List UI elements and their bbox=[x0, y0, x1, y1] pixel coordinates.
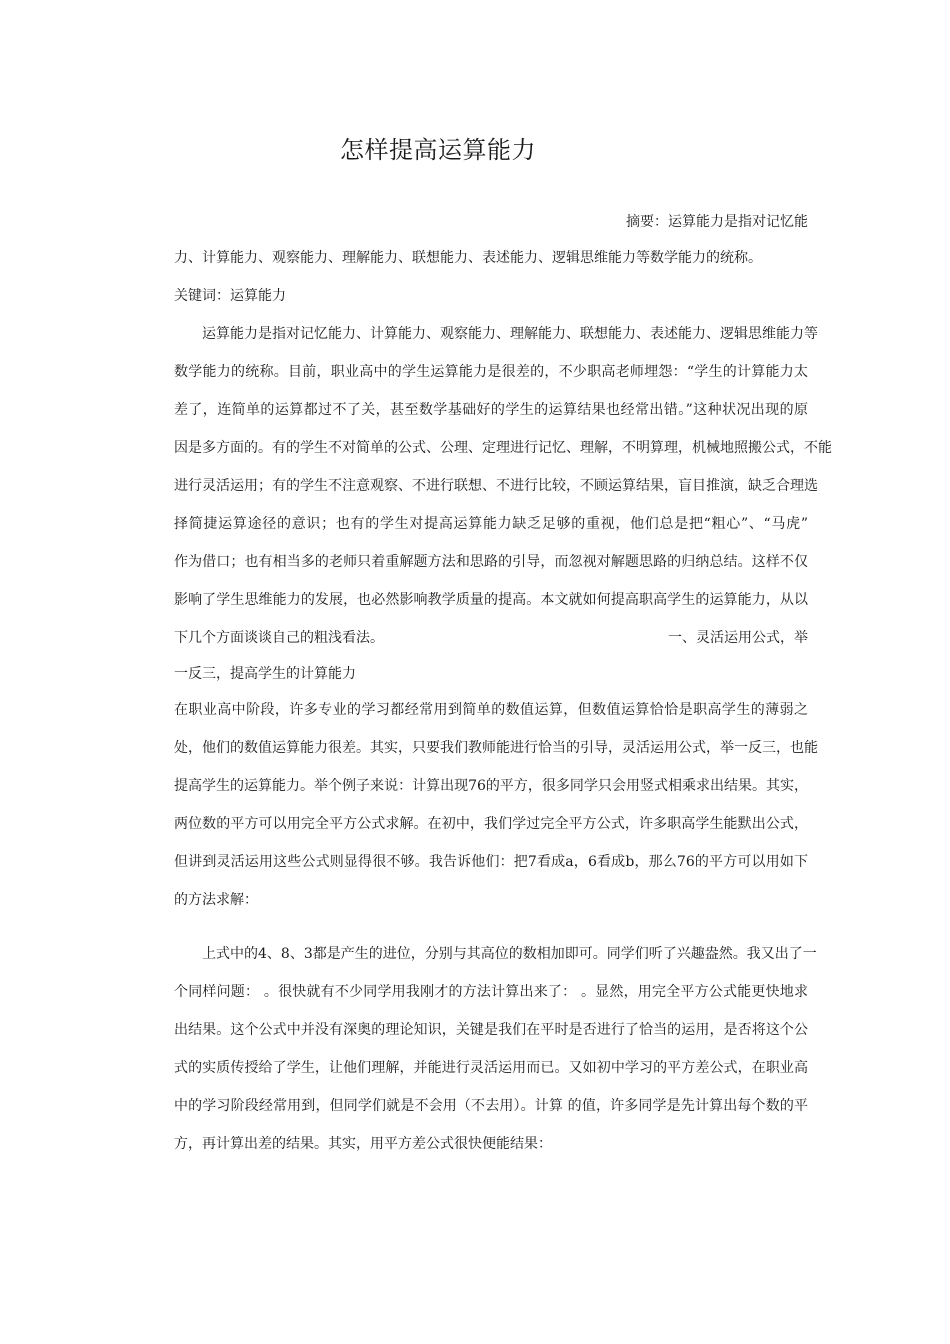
section1-heading-start: 一、灵活运用公式，举 bbox=[668, 630, 808, 646]
section1b-line-2: 个同样问题： 。很快就有不少同学用我刚才的方法计算出来了： 。显然，用完全平方公式能更快地求 bbox=[174, 984, 808, 1000]
section1-line-1: 在职业高中阶段，许多专业的学习都经常用到简单的数值运算，但数值运算恰恰是职高学生的薄弱之 bbox=[174, 702, 808, 718]
intro-line-4: 因是多方面的。有的学生不对简单的公式、公理、定理进行记忆、理解，不明算理，机械地照搬公式，不能 bbox=[174, 440, 832, 456]
section1-line-2: 处，他们的数值运算能力很差。其实，只要我们教师能进行恰当的引导，灵活运用公式，举一反三，也能 bbox=[174, 740, 818, 756]
section1-line-4: 两位数的平方可以用完全平方公式求解。在初中，我们学过完全平方公式，许多职高学生能默出公式， bbox=[174, 816, 808, 832]
section1-line-5: 但讲到灵活运用这些公式则显得很不够。我告诉他们：把7看成a，6看成b，那么76的平方可以用如下 bbox=[174, 854, 808, 870]
section1b-line-5: 中的学习阶段经常用到，但同学们就是不会用（不去用）。计算 的值，许多同学是先计算出每个数的平 bbox=[174, 1098, 808, 1114]
intro-line-8: 影响了学生思维能力的发展，也必然影响教学质量的提高。本文就如何提高职高学生的运算能力，从以 bbox=[174, 592, 808, 608]
keywords: 关键词：运算能力 bbox=[174, 288, 286, 304]
intro-line-1: 运算能力是指对记忆能力、计算能力、观察能力、理解能力、联想能力、表述能力、逻辑思维能力等 bbox=[202, 326, 818, 342]
intro-line-6: 择简捷运算途径的意识；也有的学生对提高运算能力缺乏足够的重视，他们总是把“粗心”、“马虎” bbox=[174, 516, 808, 532]
section1b-line-3: 出结果。这个公式中并没有深奥的理论知识，关键是我们在平时是否进行了恰当的运用，是否将这个公 bbox=[174, 1022, 808, 1038]
section1b-line-4: 式的实质传授给了学生，让他们理解，并能进行灵活运用而已。又如初中学习的平方差公式，在职业高 bbox=[174, 1060, 808, 1076]
intro-last-line bbox=[174, 628, 808, 648]
intro-line-7: 作为借口；也有相当多的老师只着重解题方法和思路的引导，而忽视对解题思路的归纳总结。这样不仅 bbox=[174, 554, 808, 570]
section1b-line-1: 上式中的4、8、3都是产生的进位，分别与其高位的数相加即可。同学们听了兴趣盎然。我又出了一 bbox=[202, 946, 817, 962]
section1b-line-6: 方，再计算出差的结果。其实，用平方差公式很快便能结果： bbox=[174, 1136, 552, 1152]
document-title: 怎样提高运算能力 bbox=[340, 136, 536, 164]
abstract-line-1: 摘要：运算能力是指对记忆能 bbox=[626, 214, 808, 230]
intro-last-text: 下几个方面谈谈自己的粗浅看法。 bbox=[174, 630, 384, 646]
intro-line-2: 数学能力的统称。目前，职业高中的学生运算能力是很差的，不少职高老师埋怨：“学生的计算能力太 bbox=[174, 364, 808, 380]
section1-line-3: 提高学生的运算能力。举个例子来说：计算出现76的平方，很多同学只会用竖式相乘求出结果。其实， bbox=[174, 778, 808, 794]
abstract-line-2: 力、计算能力、观察能力、理解能力、联想能力、表述能力、逻辑思维能力等数学能力的统称。 bbox=[174, 250, 762, 266]
section1-heading-end: 一反三，提高学生的计算能力 bbox=[174, 666, 356, 682]
intro-line-5: 进行灵活运用；有的学生不注意观察、不进行联想、不进行比较，不顾运算结果，盲目推演，缺乏合理选 bbox=[174, 478, 818, 494]
section1-line-6: 的方法求解： bbox=[174, 892, 258, 908]
intro-line-3: 差了，连简单的运算都过不了关，甚至数学基础好的学生的运算结果也经常出错。”这种状况出现的原 bbox=[174, 402, 808, 418]
